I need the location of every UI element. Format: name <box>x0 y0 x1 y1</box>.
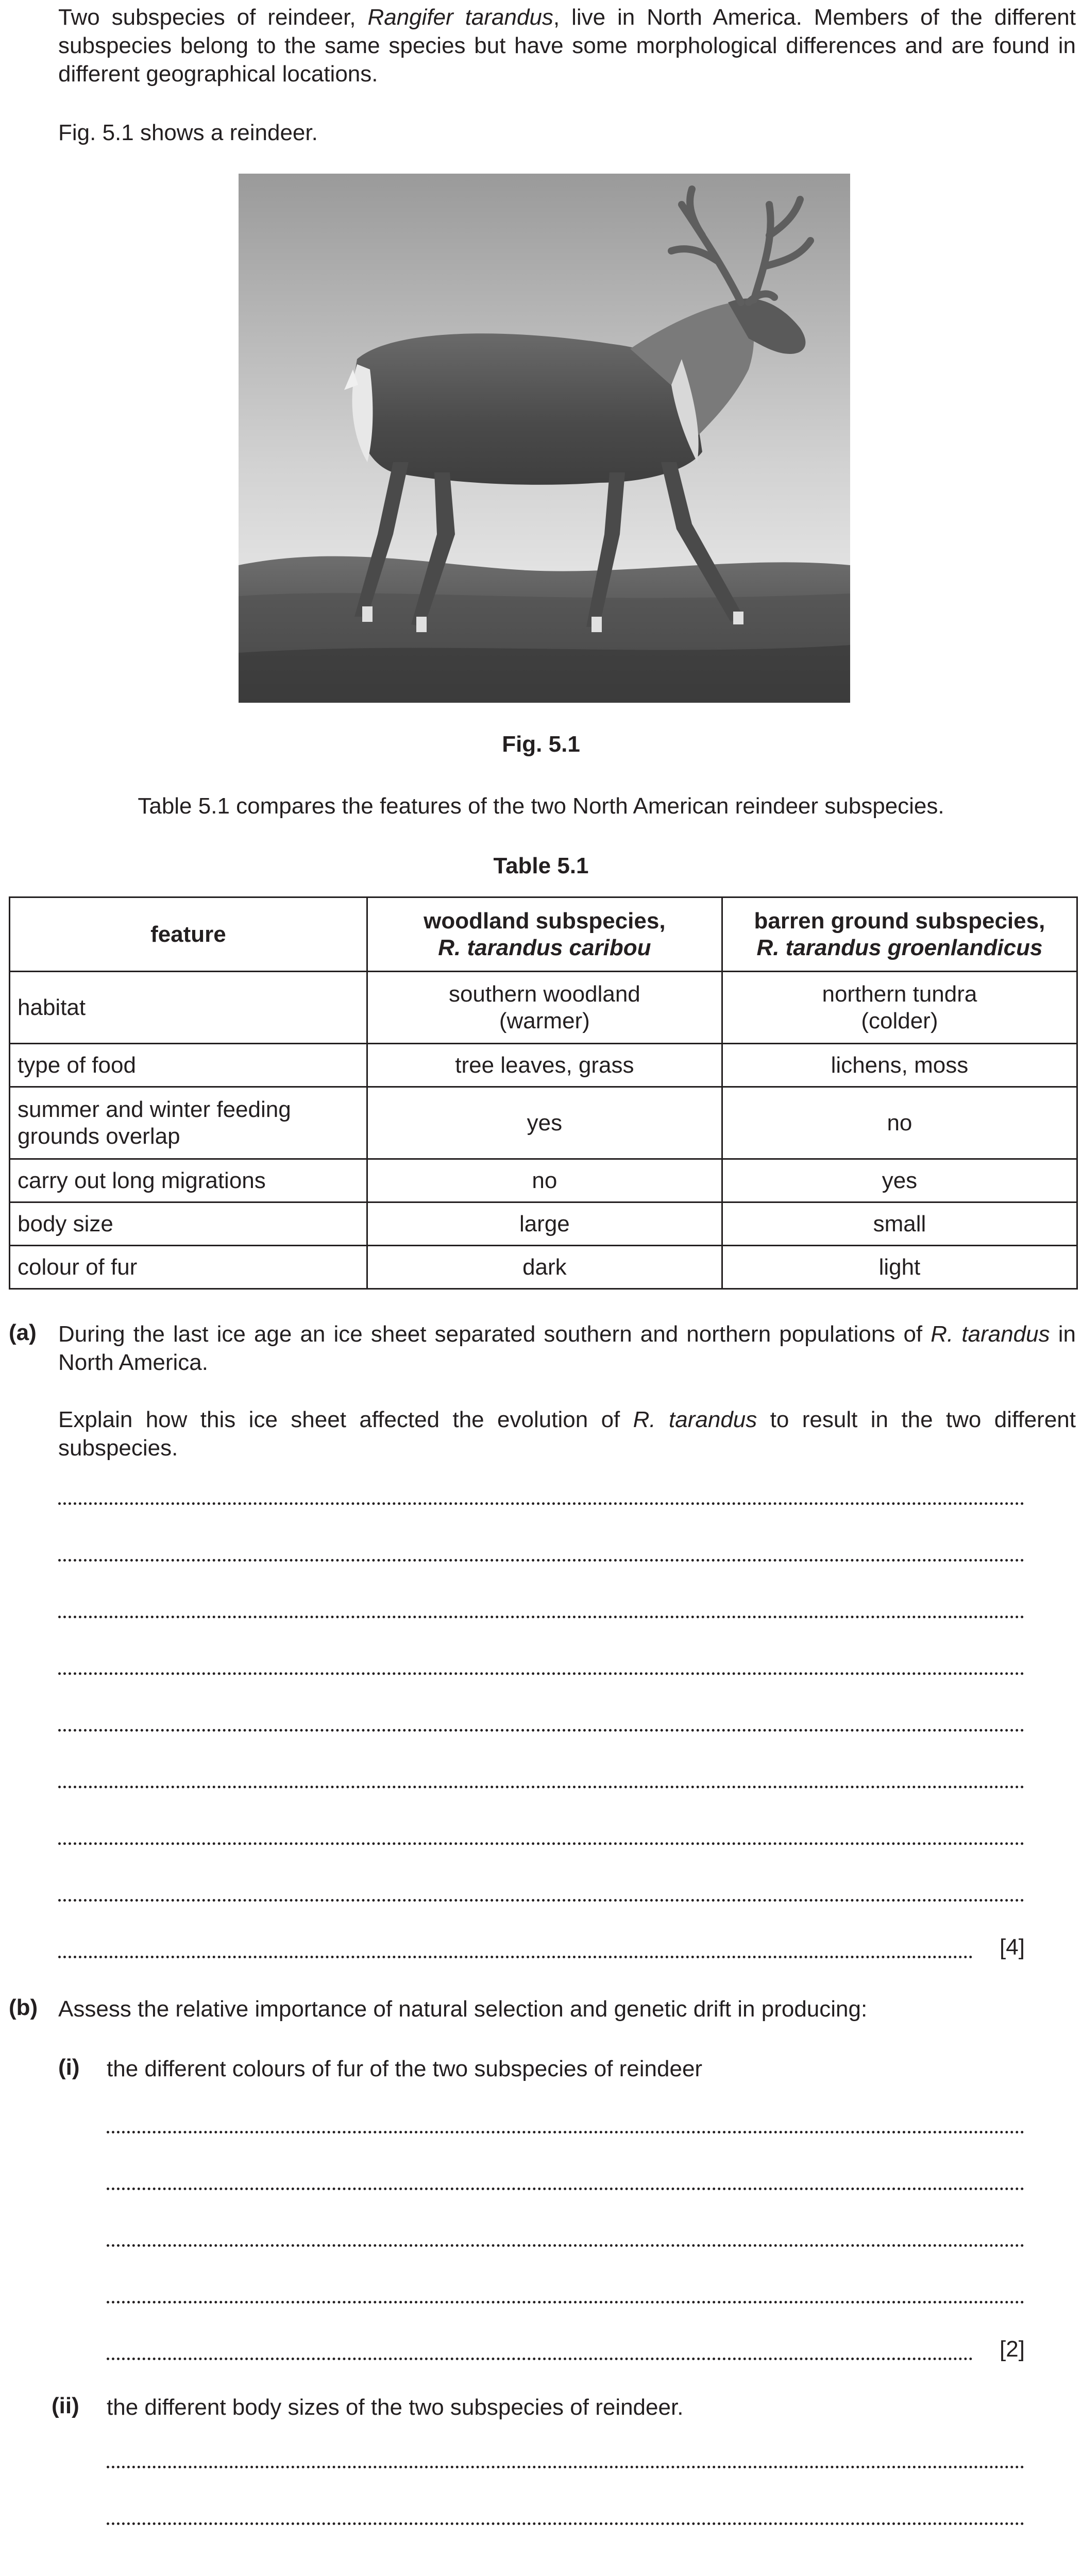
intro-text <box>58 3 1076 88</box>
table-row <box>10 1044 1077 1087</box>
header-woodland-species: R. tarandus caribou <box>438 935 651 960</box>
row-feature: type of food <box>10 1044 367 1087</box>
row-woodland <box>367 972 722 1044</box>
table-row <box>10 1159 1077 1202</box>
cell-subvalue: (warmer) <box>499 1008 590 1033</box>
marks-a: [4] <box>1000 1935 1025 1960</box>
question-a-label: (a) <box>9 1320 37 1345</box>
header-feature: feature <box>10 897 367 972</box>
question-b-ii-label: (ii) <box>52 2393 79 2418</box>
marks-b-i: [2] <box>1000 2336 1025 2362</box>
table-title: Table 5.1 <box>493 853 589 878</box>
row-woodland: tree leaves, grass <box>367 1044 722 1087</box>
row-barren: no <box>722 1087 1077 1159</box>
row-feature: colour of fur <box>10 1246 367 1289</box>
row-barren <box>722 972 1077 1044</box>
answer-line[interactable] <box>107 2301 1024 2303</box>
reindeer-photo <box>239 174 850 703</box>
cell-value: northern tundra <box>822 981 977 1007</box>
answer-line[interactable] <box>107 2244 1024 2247</box>
question-b-i-text: the different colours of fur of the two subspecies of reindeer <box>107 2056 703 2081</box>
row-barren: yes <box>722 1159 1077 1202</box>
question-text-part: During the last ice age an ice sheet separated southern and northern populations of <box>58 1321 931 1347</box>
answer-line[interactable] <box>107 2522 1024 2525</box>
row-feature: summer and winter feeding grounds overlap <box>10 1087 367 1159</box>
answer-line[interactable] <box>58 1899 1024 1902</box>
question-text-part: to result in the two different subspecies. <box>58 1407 1076 1461</box>
answer-line[interactable] <box>58 1502 1024 1505</box>
question-text-part: Explain how this ice sheet affected the evolution of <box>58 1407 633 1432</box>
cell-subvalue: (colder) <box>861 1008 938 1033</box>
answer-line[interactable] <box>58 1616 1024 1618</box>
header-barren-line1: barren ground subspecies, <box>754 908 1045 934</box>
row-woodland: large <box>367 1202 722 1246</box>
row-feature: carry out long migrations <box>10 1159 367 1202</box>
intro-text-part: , live in North America. Members of the different subspecies belong to the same species but have some morphological differences and are found in different geographical locations. <box>58 5 1076 87</box>
answer-line[interactable] <box>58 1956 973 1958</box>
header-barren-species: R. tarandus groenlandicus <box>756 935 1043 960</box>
reindeer-image <box>239 174 850 703</box>
table-row <box>10 1202 1077 1246</box>
fig-reference: Fig. 5.1 shows a reindeer. <box>58 120 318 145</box>
intro-text-part: Two subspecies of reindeer, <box>58 5 368 30</box>
answer-line[interactable] <box>58 1786 1024 1788</box>
answer-line[interactable] <box>58 1559 1024 1562</box>
question-b-ii-text: the different body sizes of the two subspecies of reindeer. <box>107 2395 684 2420</box>
answer-line[interactable] <box>107 2131 1024 2133</box>
table-intro: Table 5.1 compares the features of the two North American reindeer subspecies. <box>138 793 944 819</box>
table-header-row <box>10 897 1077 972</box>
table-row <box>10 1087 1077 1159</box>
answer-line[interactable] <box>58 1729 1024 1732</box>
species-name: R. tarandus <box>633 1407 757 1432</box>
row-barren: small <box>722 1202 1077 1246</box>
answer-line[interactable] <box>107 2466 1024 2468</box>
answer-line[interactable] <box>107 2188 1024 2190</box>
figure-caption: Fig. 5.1 <box>502 732 580 757</box>
row-woodland: dark <box>367 1246 722 1289</box>
answer-line[interactable] <box>58 1842 1024 1845</box>
cell-value: southern woodland <box>448 981 640 1007</box>
row-feature: habitat <box>10 972 367 1044</box>
question-a-instruction <box>58 1405 1076 1462</box>
question-a-text <box>58 1320 1076 1377</box>
header-barren <box>722 897 1077 972</box>
species-name: R. tarandus <box>931 1321 1050 1347</box>
row-woodland: no <box>367 1159 722 1202</box>
header-woodland <box>367 897 722 972</box>
table-row <box>10 1246 1077 1289</box>
species-name: Rangifer tarandus <box>367 5 553 30</box>
row-barren: light <box>722 1246 1077 1289</box>
question-text-part: in North America. <box>58 1321 1076 1375</box>
question-b-label: (b) <box>9 1995 38 2020</box>
row-barren: lichens, moss <box>722 1044 1077 1087</box>
header-woodland-line1: woodland subspecies, <box>424 908 666 934</box>
table-row <box>10 972 1077 1044</box>
question-b-i-label: (i) <box>58 2055 80 2080</box>
row-woodland: yes <box>367 1087 722 1159</box>
question-b-text: Assess the relative importance of natural selection and genetic drift in producing: <box>58 1996 868 2022</box>
row-feature: body size <box>10 1202 367 1246</box>
answer-line[interactable] <box>58 1672 1024 1675</box>
features-table <box>9 896 1078 1290</box>
answer-line[interactable] <box>107 2358 973 2360</box>
